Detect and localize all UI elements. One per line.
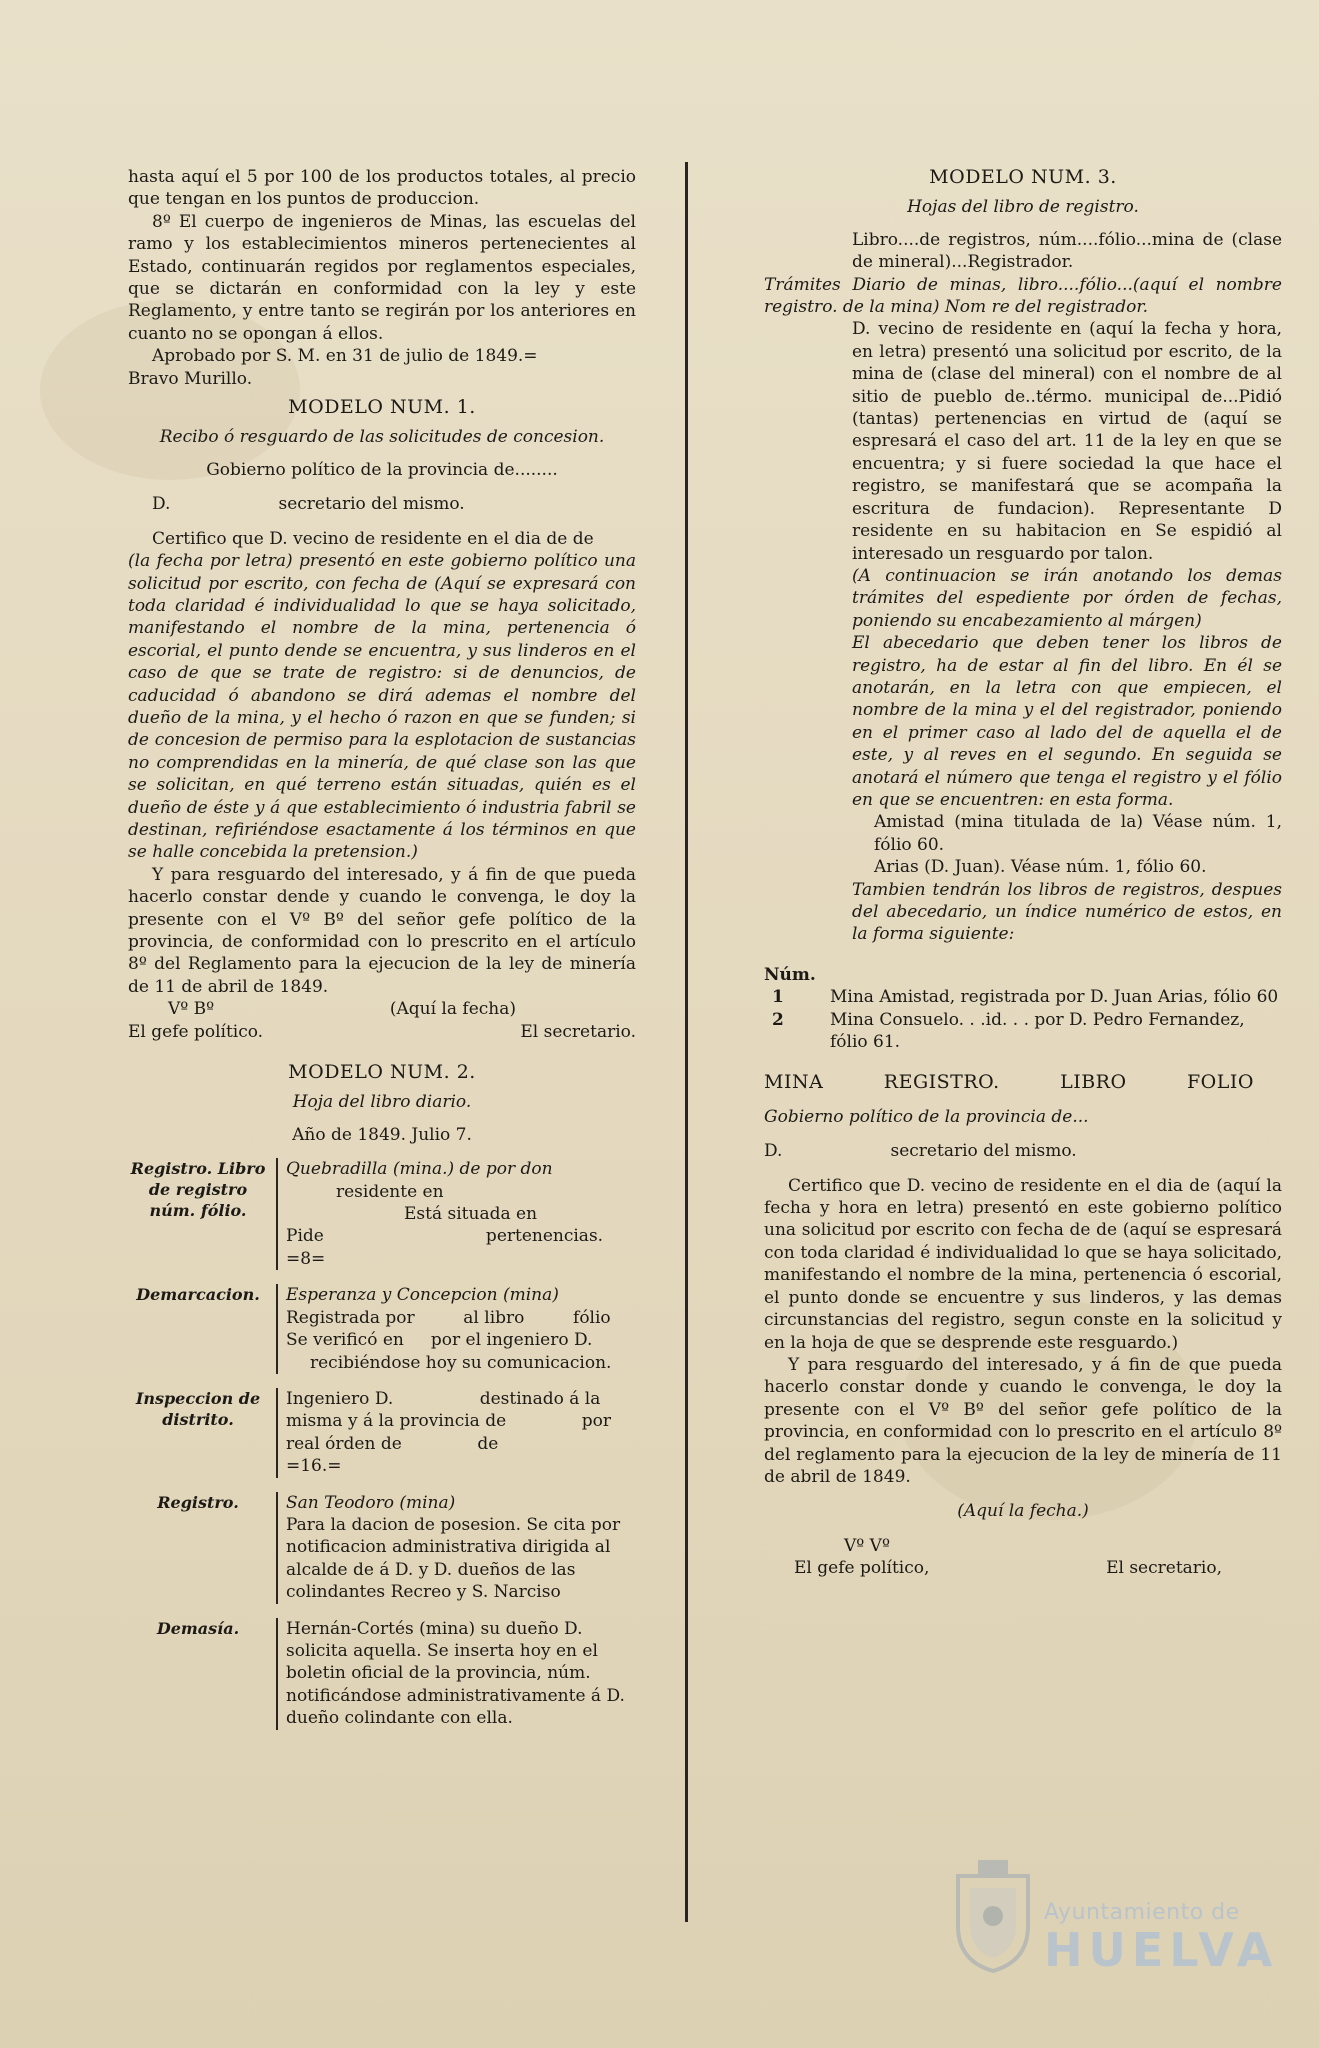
column-divider: [685, 162, 688, 1922]
registro-body: D. vecino de residente en (aquí la fecha y hora, en letra) presentó una solicitud por escrito, de la mina de (clase del mineral) con el nombre de al sitio de pueblo de..térmo. municipal de...Pidió (tantas) pertenencias en virtud de (aquí se espresará el caso del art. 11 de la ley en que se encuentra; y si fuere sociedad la que hace el registro, se manifestará que se acompaña la escritura de fundacion). Representante D residente en su habitacion en Se espidió al interesado un resguardo por talon.: [852, 319, 1282, 564]
column-header: REGISTRO.: [883, 1071, 1000, 1094]
row-label: Demasía.: [156, 1618, 240, 1638]
table-row: [128, 1618, 636, 1730]
entry-line: Esperanza y Concepcion (mina): [286, 1285, 559, 1306]
entry-line: misma y á la provincia de por: [286, 1411, 612, 1432]
vb-line: Vº Vº: [844, 1535, 890, 1556]
entry-line: Quebradilla (mina.) de por don: [286, 1159, 553, 1180]
libro-line: Libro....de registros, núm....fólio...mina de (clase de mineral)...Registrador.: [852, 229, 1282, 273]
column-headers: [764, 1071, 1282, 1093]
table-row: [128, 1284, 636, 1374]
row-label: Inspeccion de distrito.: [135, 1388, 261, 1429]
tambien-paragraph: Tambien tendrán los libros de registros, despues del abecedario, un índice numérico de estos, en la forma siguiente:: [852, 879, 1282, 945]
row-label: Registro. Libro de registro núm. fólio.: [130, 1159, 266, 1221]
tramites-line: Trámites Diario de minas, libro....fólio...(aquí el nombre registro. de la mina) Nom re del registrador.: [764, 274, 1282, 318]
row-entry: [276, 1618, 636, 1730]
index-text: Mina Consuelo. . .id. . . por D. Pedro Fernandez, fólio 61.: [830, 1009, 1245, 1053]
approval-line: Aprobado por S. M. en 31 de julio de 1849.=: [152, 346, 538, 367]
arias-reference: Arias (D. Juan). Véase núm. 1, fólio 60.: [874, 857, 1207, 878]
entry-line: =16.=: [286, 1456, 342, 1477]
entry-line: Hernán-Cortés (mina) su dueño D. solicita aquella. Se inserta hoy en el boletin oficial de la provincia, núm. notificándose administrativamente á D. dueño colindante con ella.: [286, 1618, 625, 1729]
table-row: [128, 1158, 636, 1270]
index-number: 2: [772, 1009, 784, 1030]
gefe-label: El gefe político,: [794, 1558, 930, 1579]
column-header: LIBRO: [1060, 1071, 1127, 1094]
secretario-line: D. secretario del mismo.: [152, 494, 465, 515]
index-text: Mina Amistad, registrada por D. Juan Arias, fólio 60: [830, 987, 1279, 1008]
resguardo-paragraph: Y para resguardo del interesado, y á fin de que pueda hacerlo constar dende y cuando le convenga, le doy la presente con el Vº Bº del señor gefe político de la provincia, de conformidad con lo prescrito en el artículo 8º del Reglamento para la ejecucion de la ley de minería de 11 de abril de 1849.: [128, 864, 636, 997]
vb-label: Vº Bº: [168, 999, 215, 1020]
column-header: FOLIO: [1187, 1071, 1254, 1094]
amistad-reference: Amistad (mina titulada de la) Véase núm. 1, fólio 60.: [874, 812, 1282, 855]
certifico-intro: Certifico que D. vecino de residente en el dia de de: [152, 528, 594, 549]
entry-line: recibiéndose hoy su comunicacion.: [310, 1352, 612, 1373]
row-entry: [276, 1158, 636, 1270]
modelo-3-subtitle: Hojas del libro de registro.: [907, 197, 1139, 218]
table-row: [128, 1492, 636, 1604]
right-column: [764, 166, 1282, 1580]
year-date-line: Año de 1849. Julio 7.: [292, 1124, 472, 1145]
left-column: [128, 166, 636, 1744]
column-header: MINA: [764, 1071, 824, 1094]
watermark-brand: [1044, 1900, 1278, 1975]
table-row: [128, 1388, 636, 1478]
secretario-label: El secretario,: [1106, 1558, 1222, 1579]
signatory: Bravo Murillo.: [128, 368, 253, 389]
row-entry: [276, 1388, 636, 1478]
gefe-label: El gefe político.: [128, 1021, 264, 1042]
article-8: 8º El cuerpo de ingenieros de Minas, las escuelas del ramo y los establecimientos mineros pertenecientes al Estado, continuarán regidos por reglamentos especiales, que se dictarán en conformidad con la ley y este Reglamento, y entre tanto se regirán por los anteriores en cuanto no se opongan á ellos.: [128, 211, 636, 344]
modelo-3-heading: MODELO NUM. 3.: [929, 166, 1117, 188]
entry-line: Para la dacion de posesion. Se cita por notificacion administrativa dirigida al alcalde de á D. y D. dueños de las colindantes Recreo y S. Narciso: [286, 1514, 621, 1603]
fecha-label: (Aquí la fecha): [389, 999, 516, 1020]
modelo-1-heading: MODELO NUM. 1.: [288, 396, 476, 419]
entry-line: real órden de de: [286, 1433, 499, 1454]
watermark-line1: Ayuntamiento de: [1044, 1900, 1240, 1925]
gobierno-line: Gobierno político de la provincia de...: [764, 1106, 1089, 1127]
row-label: Demarcacion.: [136, 1285, 260, 1305]
index-row: [764, 1009, 1282, 1054]
entry-line: residente en: [336, 1181, 444, 1202]
entry-line: Pide pertenencias.: [286, 1226, 604, 1247]
entry-line: Registrada por al libro fólio: [286, 1307, 611, 1328]
row-label: Registro.: [157, 1492, 239, 1512]
vb-line: [128, 998, 636, 1020]
intro-fragment: hasta aquí el 5 por 100 de los productos totales, al precio que tengan en los puntos de produccion.: [128, 167, 636, 210]
entry-line: =8=: [286, 1248, 326, 1269]
entry-line: Está situada en: [404, 1204, 538, 1225]
row-entry: [276, 1492, 636, 1604]
modelo-2-heading: MODELO NUM. 2.: [288, 1061, 476, 1084]
modelo-2-subtitle: Hoja del libro diario.: [292, 1092, 472, 1113]
certifico-paragraph: Certifico que D. vecino de residente en el dia de (aquí la fecha y hora en letra) presentó en este gobierno político una solicitud por escrito con fecha de de (aquí se espresará con toda claridad é individualidad lo que se haya solicitado, manifestando el nombre de la mina, pertenencia ó escorial, el punto donde se encuentre y sus linderos, y las demas circunstancias del registro, segun conste en la solicitud y en la hoja de que se desprende este resguardo.): [764, 1175, 1282, 1353]
secretario-label: El secretario.: [520, 1021, 636, 1042]
index-row: [764, 986, 1282, 1008]
index-number: 1: [772, 987, 784, 1008]
huelva-crest-icon: [948, 1856, 1038, 1976]
watermark-line2: HUELVA: [1044, 1923, 1279, 1977]
index-heading: Núm.: [764, 964, 816, 985]
modelo-1-subtitle: Recibo ó resguardo de las solicitudes de concesion.: [159, 427, 605, 448]
entry-line: Ingeniero D. destinado á la: [286, 1388, 601, 1409]
fecha-line: (Aquí la fecha.): [957, 1501, 1089, 1522]
gobierno-line: Gobierno político de la provincia de........: [206, 459, 558, 480]
resguardo-paragraph: Y para resguardo del interesado, y á fin de que pueda hacerlo constar donde y cuando le convenga, le doy la presente con el Vº Bº del señor gefe político de la provincia, en conformidad con lo prescrito en el artículo 8º del reglamento para la ejecucion de la ley de minería de 11 de abril de 1849.: [764, 1354, 1282, 1487]
entry-line: San Teodoro (mina): [286, 1492, 456, 1513]
certifico-italic: (la fecha por letra) presentó en este gobierno político una solicitud por escrito, con fecha de (Aquí se expresará con toda claridad é individualidad lo que se haya solicitado, manifestando el nombre de la mina, pertenencia ó escorial, el punto dende se encuentra, y sus linderos en el caso de que se trate de registro: si de denuncios, de caducidad ó abandono se dirá ademas el nombre del dueño de la mina, y el hecho ó razon en que se funden; si de concesion de permiso para la esplotacion de sustancias no comprendidas en la minería, de qué clase son las que se solicitan, en qué terreno están situadas, quién es el dueño de éste y á que establecimiento ó industria fabril se destinan, refiriéndose esactamente á los términos en que se halle concebida la pretension.): [128, 551, 636, 863]
registro-continuation: (A continuacion se irán anotando los demas trámites del espediente por órden de fechas, poniendo su encabezamiento al márgen): [852, 565, 1282, 631]
entry-line: Se verificó en por el ingeniero D.: [286, 1330, 593, 1351]
signature-line: [764, 1557, 1282, 1579]
libro-diario-table: [128, 1158, 636, 1729]
signature-line: [128, 1021, 636, 1043]
abecedario-paragraph: El abecedario que deben tener los libros de registro, ha de estar al fin del libro. En él se anotarán, en la letra con que empiecen, el nombre de la mina y el del registrador, poniendo en el primer caso al lado del de aquella el de este, y al reves en el segundo. En seguida se anotará el número que tenga el registro y el fólio en que se encuentren: en esta forma.: [852, 633, 1282, 810]
secretario-line: D. secretario del mismo.: [764, 1141, 1077, 1162]
row-entry: [276, 1284, 636, 1374]
